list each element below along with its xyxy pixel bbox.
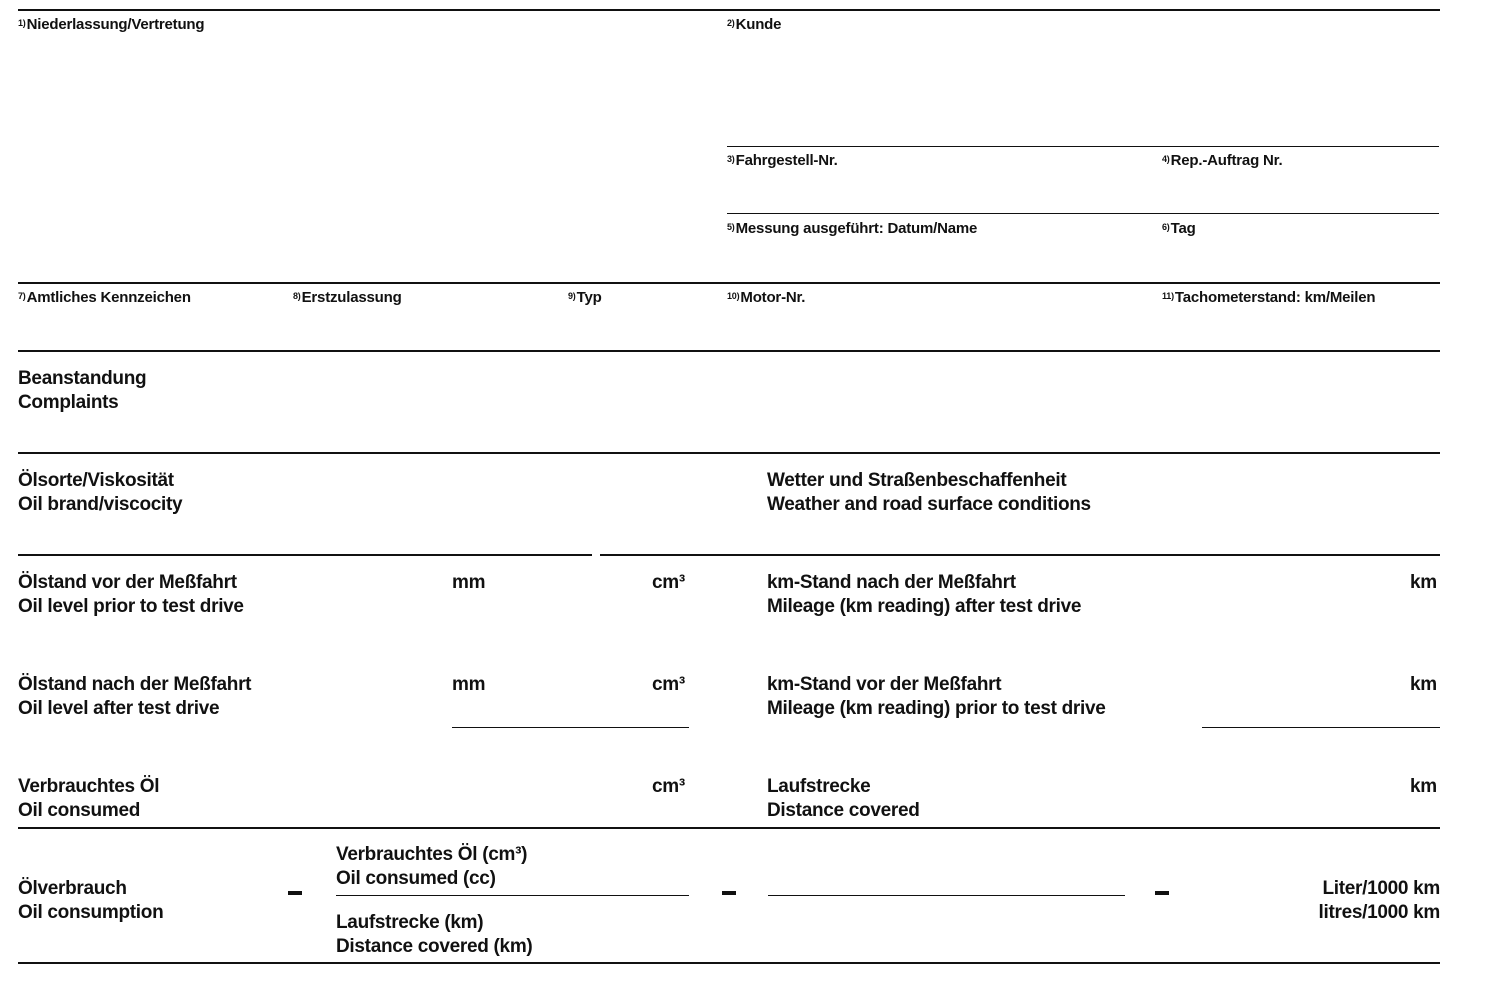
field-tag: $^{6)}$Tag <box>1162 220 1196 237</box>
km-before-label: km-Stand vor der Meßfahrt Mileage (km reading) prior to test drive <box>767 674 1106 719</box>
rule-messung <box>18 282 1440 284</box>
rule-top <box>18 9 1440 11</box>
rule-oil-subtract <box>452 727 689 728</box>
oil-after-label: Ölstand nach der Meßfahrt Oil level after test drive <box>18 674 252 719</box>
field-rep-auftrag: $^{4)}$Rep.-Auftrag Nr. <box>1162 152 1283 169</box>
rule-weather <box>600 554 1440 556</box>
oil-consumption-label: Ölverbrauch Oil consumption <box>18 878 164 923</box>
rule-km-subtract <box>1202 727 1440 728</box>
result-unit: Liter/1000 km litres/1000 km <box>1318 878 1440 923</box>
weather-label: Wetter und Straßenbeschaffenheit Weather and road surface conditions <box>767 470 1091 515</box>
field-kunde: $^{2)}$Kunde <box>727 16 782 33</box>
rule-consumed <box>18 827 1440 829</box>
rule-bottom <box>18 962 1440 964</box>
oil-after-unit-cm3: cm³ <box>652 674 685 695</box>
equals-sign-2 <box>722 891 736 895</box>
km-after-unit: km <box>1410 572 1437 593</box>
field-niederlassung: $^{1)}$Niederlassung/Vertretung <box>18 16 205 33</box>
km-before-unit: km <box>1410 674 1437 695</box>
oil-consumed-label: Verbrauchtes Öl Oil consumed <box>18 776 160 821</box>
rule-fahrgestell <box>727 213 1439 214</box>
field-erstzulassung: $^{8)}$Erstzulassung <box>293 289 402 306</box>
field-fahrgestell-nr: $^{3)}$Fahrgestell-Nr. <box>727 152 838 169</box>
rule-kunde <box>727 146 1439 147</box>
complaints-label: Beanstandung Complaints <box>18 368 147 413</box>
oil-after-unit-mm: mm <box>452 674 486 695</box>
fraction-denominator: Laufstrecke (km) Distance covered (km) <box>336 912 533 957</box>
rule-fraction <box>336 895 689 896</box>
field-tachometerstand: $^{11)}$Tachometerstand: km/Meilen <box>1162 289 1376 306</box>
rule-result-blank <box>768 895 1125 896</box>
field-messung: $^{5)}$Messung ausgeführt: Datum/Name <box>727 220 978 237</box>
field-motor-nr: $^{10)}$Motor-Nr. <box>727 289 806 306</box>
field-typ: $^{9)}$Typ <box>568 289 602 306</box>
rule-complaints <box>18 452 1440 454</box>
equals-sign-1 <box>288 891 302 895</box>
oil-consumed-unit: cm³ <box>652 776 685 797</box>
oil-before-label: Ölstand vor der Meßfahrt Oil level prior to test drive <box>18 572 244 617</box>
distance-unit: km <box>1410 776 1437 797</box>
km-after-label: km-Stand nach der Meßfahrt Mileage (km reading) after test drive <box>767 572 1082 617</box>
field-kennzeichen: $^{7)}$Amtliches Kennzeichen <box>18 289 191 306</box>
oil-before-unit-cm3: cm³ <box>652 572 685 593</box>
distance-label: Laufstrecke Distance covered <box>767 776 920 821</box>
oil-before-unit-mm: mm <box>452 572 486 593</box>
equals-sign-3 <box>1155 891 1169 895</box>
fraction-numerator: Verbrauchtes Öl (cm³) Oil consumed (cc) <box>336 844 528 889</box>
oil-brand-label: Ölsorte/Viskosität Oil brand/viscocity <box>18 470 183 515</box>
rule-kennzeichen <box>18 350 1440 352</box>
rule-oilbrand <box>18 554 592 556</box>
